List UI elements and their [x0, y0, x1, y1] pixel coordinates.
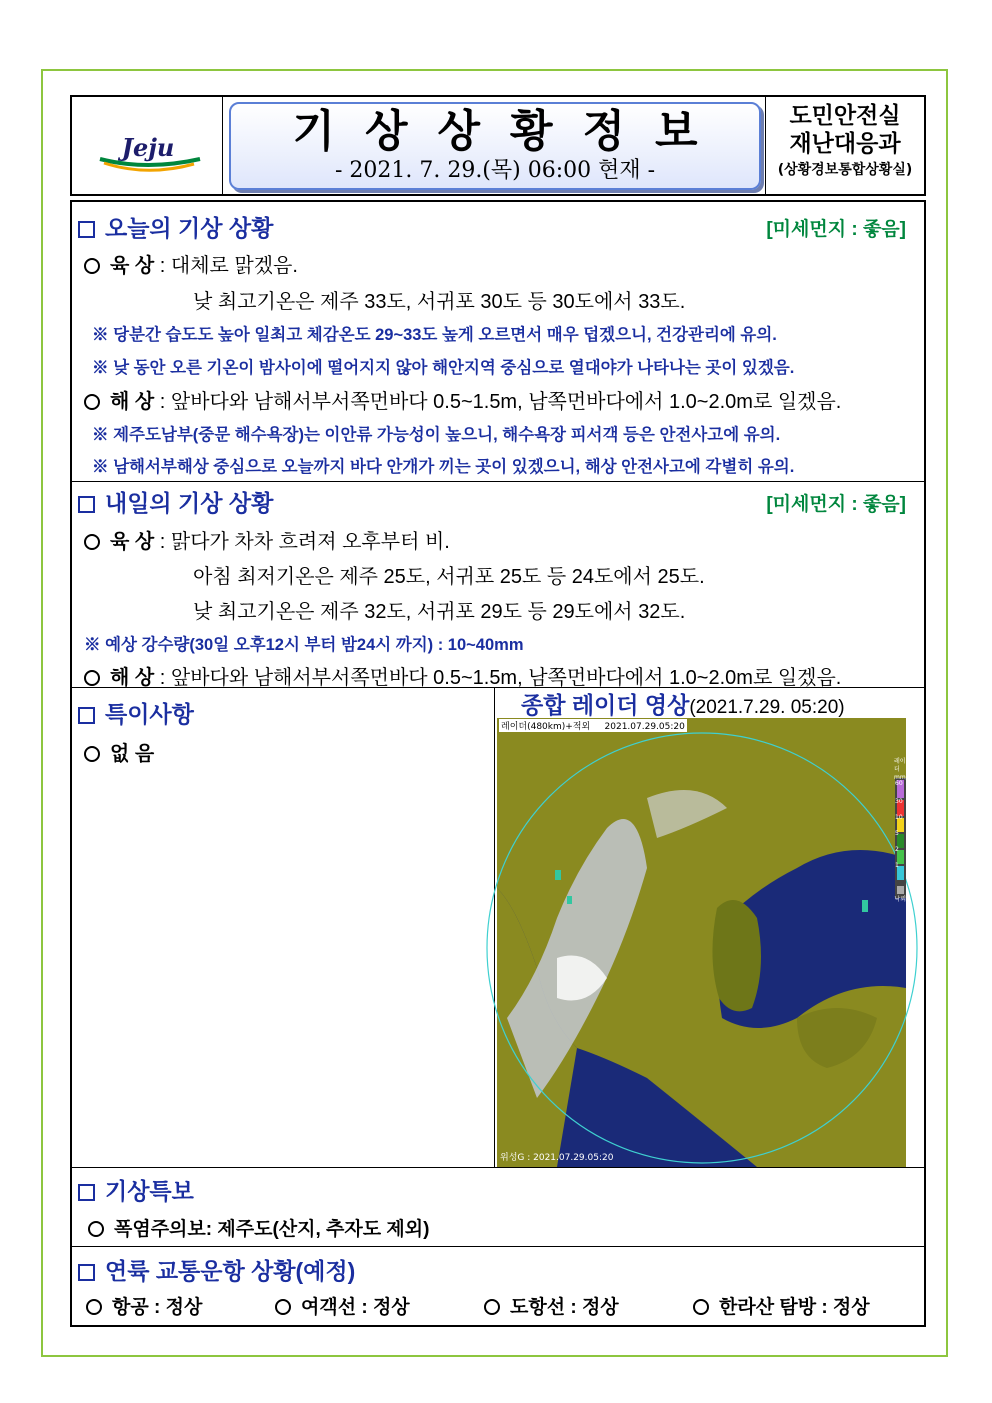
dept-line3: (상황경보통합상황실)	[777, 162, 913, 178]
today-note-3: ※ 제주도남부(중문 해수욕장)는 이안류 가능성이 높으니, 해수욕장 피서객 등은 안전사고에 유의.	[92, 426, 781, 444]
jeju-logo	[72, 97, 223, 194]
radar-bottom-label: 위성G : 2021.07.29.05:20	[500, 1153, 614, 1163]
divider	[72, 1167, 924, 1168]
checkbox-square-icon	[78, 221, 95, 238]
tomorrow-max-temp: 낮 최고기온은 제주 32도, 서귀포 29도 등 29도에서 32도.	[193, 601, 686, 623]
today-land-text: : 대체로 맑겠음.	[159, 255, 298, 277]
tomorrow-rain-note: ※ 예상 강수량(30일 오후12시 부터 밤24시 까지) : 10~40mm	[84, 636, 524, 654]
circle-bullet-icon	[84, 670, 100, 686]
radar-legend: 레이더 mm/h	[894, 758, 912, 781]
logo-text: Jeju	[121, 133, 175, 162]
today-sea	[84, 385, 841, 414]
special-heading: 특이사항	[78, 696, 194, 729]
circle-bullet-icon	[693, 1299, 709, 1315]
transport-heading: 연륙 교통운항 상황(예정)	[78, 1253, 355, 1286]
dept-line1: 도민안전실	[789, 103, 901, 129]
checkbox-square-icon	[78, 1184, 95, 1201]
transport-air: 항공 : 정상	[86, 1292, 202, 1319]
circle-bullet-icon	[84, 534, 100, 550]
circle-bullet-icon	[484, 1299, 500, 1315]
checkbox-square-icon	[78, 496, 95, 513]
dept-line2: 재난대응과	[789, 131, 901, 157]
doc-title: 기상상황정보	[292, 106, 728, 157]
header	[70, 95, 926, 196]
circle-bullet-icon	[86, 1299, 102, 1315]
tomorrow-sea-label: 해 상	[110, 667, 155, 689]
today-land	[84, 249, 298, 278]
tomorrow-land	[84, 525, 450, 554]
today-dust-status: [미세먼지 : 좋음]	[766, 219, 906, 240]
divider	[72, 1246, 924, 1247]
today-land-temp: 낮 최고기온은 제주 33도, 서귀포 30도 등 30도에서 33도.	[193, 291, 686, 313]
tomorrow-min-temp: 아침 최저기온은 제주 25도, 서귀포 25도 등 24도에서 25도.	[193, 566, 705, 588]
tomorrow-sea	[84, 661, 841, 690]
checkbox-square-icon	[78, 1264, 95, 1281]
checkbox-square-icon	[78, 707, 95, 724]
main-content	[70, 200, 926, 1327]
transport-ferry: 여객선 : 정상	[275, 1292, 410, 1319]
today-sea-label: 해 상	[110, 391, 155, 413]
today-note-4: ※ 남해서부해상 중심으로 오늘까지 바다 안개가 끼는 곳이 있겠으니, 해상 안전사고에 각별히 유의.	[92, 458, 795, 476]
warning-heading: 기상특보	[78, 1173, 194, 1206]
radar-top-label: 레이더(480km)+적외 2021.07.29.05:20	[499, 719, 687, 732]
tomorrow-sea-text: : 앞바다와 남해서부서쪽먼바다 0.5~1.5m, 남쪽먼바다에서 1.0~2.0m로 일겠음.	[159, 667, 842, 689]
radar-image	[497, 718, 912, 1167]
radar-legend-values: 60 30 10 5 2 1	[895, 780, 903, 869]
divider	[72, 481, 924, 482]
today-land-label: 육 상	[110, 255, 155, 277]
today-sea-text: : 앞바다와 남해서부서쪽먼바다 0.5~1.5m, 남쪽먼바다에서 1.0~2.0m로 일겠음.	[159, 391, 842, 413]
tomorrow-land-text: : 맑다가 차차 흐려져 오후부터 비.	[159, 531, 450, 553]
tomorrow-dust-status: [미세먼지 : 좋음]	[766, 494, 906, 515]
circle-bullet-icon	[84, 394, 100, 410]
title-box	[229, 102, 761, 190]
radar-time: (2021.7.29. 05:20)	[689, 697, 845, 718]
transport-island-boat: 도항선 : 정상	[484, 1292, 619, 1319]
special-item: 없 음	[84, 737, 154, 766]
today-note-2: ※ 낮 동안 오른 기온이 밤사이에 떨어지지 않아 해안지역 중심으로 열대야가 나타나는 곳이 있겠음.	[92, 359, 795, 377]
today-note-1: ※ 당분간 습도도 높아 일최고 체감온도 29~33도 높게 오르면서 매우 덥겠으니, 건강관리에 유의.	[92, 326, 777, 344]
today-heading: 오늘의 기상 상황	[78, 210, 273, 243]
circle-bullet-icon	[84, 746, 100, 762]
department	[765, 97, 924, 194]
circle-bullet-icon	[88, 1221, 104, 1237]
radar-title-row	[497, 687, 845, 720]
circle-bullet-icon	[275, 1299, 291, 1315]
radar-legend-lightning: 낙뢰	[894, 896, 906, 903]
warning-item: 폭염주의보: 제주도(산지, 추자도 제외)	[88, 1214, 429, 1241]
radar-title: 종합 레이더 영상	[521, 692, 690, 718]
transport-hallasan: 한라산 탐방 : 정상	[693, 1292, 870, 1319]
doc-subtitle: - 2021. 7. 29.(목) 06:00 현재 -	[334, 158, 656, 183]
divider-vertical	[494, 687, 495, 1167]
circle-bullet-icon	[84, 258, 100, 274]
tomorrow-land-label: 육 상	[110, 531, 155, 553]
tomorrow-heading: 내일의 기상 상황	[78, 485, 273, 518]
